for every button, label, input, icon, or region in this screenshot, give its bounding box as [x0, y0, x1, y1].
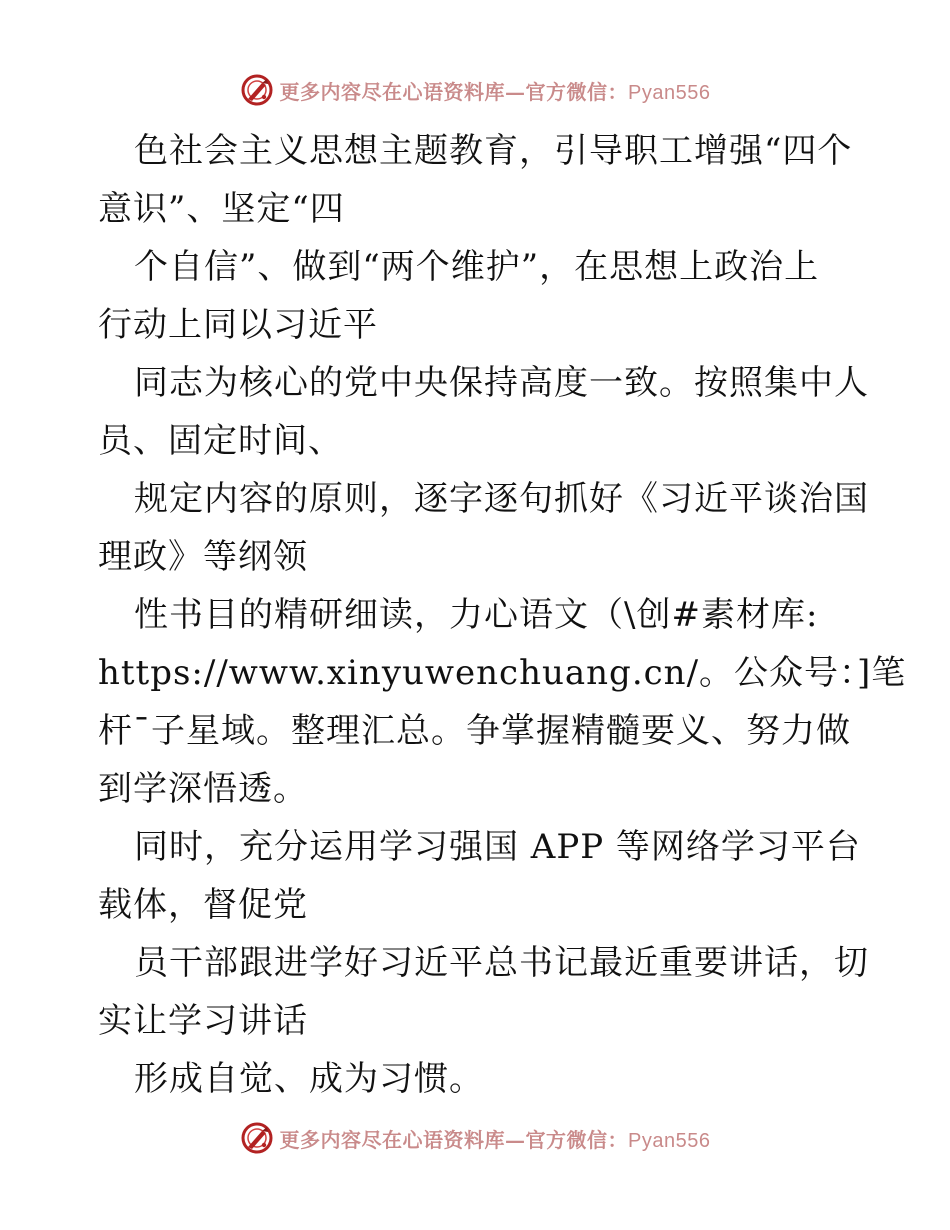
body-line-11: 杆¯子星域。整理汇总。争掌握精髓要义、努力做: [98, 711, 851, 751]
header-banner: [0, 70, 950, 110]
body-line-4: 行动上同以习近平: [98, 305, 378, 345]
body-line-16: 实让学习讲话: [98, 1001, 308, 1041]
pen-nib-logo-icon: [240, 1121, 274, 1155]
body-line-1: 色社会主义思想主题教育，引导职工增强“四个: [134, 131, 853, 171]
body-line-5: 同志为核心的党中央保持高度一致。按照集中人: [134, 363, 869, 403]
header-banner-wechat-id: Pyan556: [628, 81, 711, 104]
body-line-12: 到学深悟透。: [98, 769, 308, 809]
document-body: [98, 122, 907, 1108]
body-line-13: 同时，充分运用学习强国 APP 等网络学习平台: [134, 827, 861, 867]
footer-banner-text: [280, 1124, 711, 1153]
body-line-17: 形成自觉、成为习惯。: [134, 1059, 484, 1099]
footer-banner-wechat-id: Pyan556: [628, 1129, 711, 1152]
body-line-2: 意识”、坚定“四: [98, 189, 345, 229]
header-banner-text: [280, 76, 711, 105]
body-line-6: 员、固定时间、: [98, 421, 343, 461]
pen-nib-logo-icon: [240, 73, 274, 107]
header-banner-main: 更多内容尽在心语资料库—官方微信：: [279, 79, 629, 104]
body-line-7: 规定内容的原则，逐字逐句抓好《习近平谈治国: [134, 479, 869, 519]
body-line-3: 个自信”、做到“两个维护”，在思想上政治上: [134, 247, 820, 287]
body-line-15: 员干部跟进学好习近平总书记最近重要讲话，切: [134, 943, 869, 983]
footer-banner-main: 更多内容尽在心语资料库—官方微信：: [279, 1127, 629, 1152]
footer-banner: [0, 1118, 950, 1158]
body-line-14: 载体，督促党: [98, 885, 308, 925]
body-line-10: https://www.xinyuwenchuang.cn/。公众号：]笔: [98, 653, 907, 693]
body-line-9: 性书目的精研细读，力心语文（\创#素材库:: [134, 595, 819, 635]
body-line-8: 理政》等纲领: [98, 537, 308, 577]
